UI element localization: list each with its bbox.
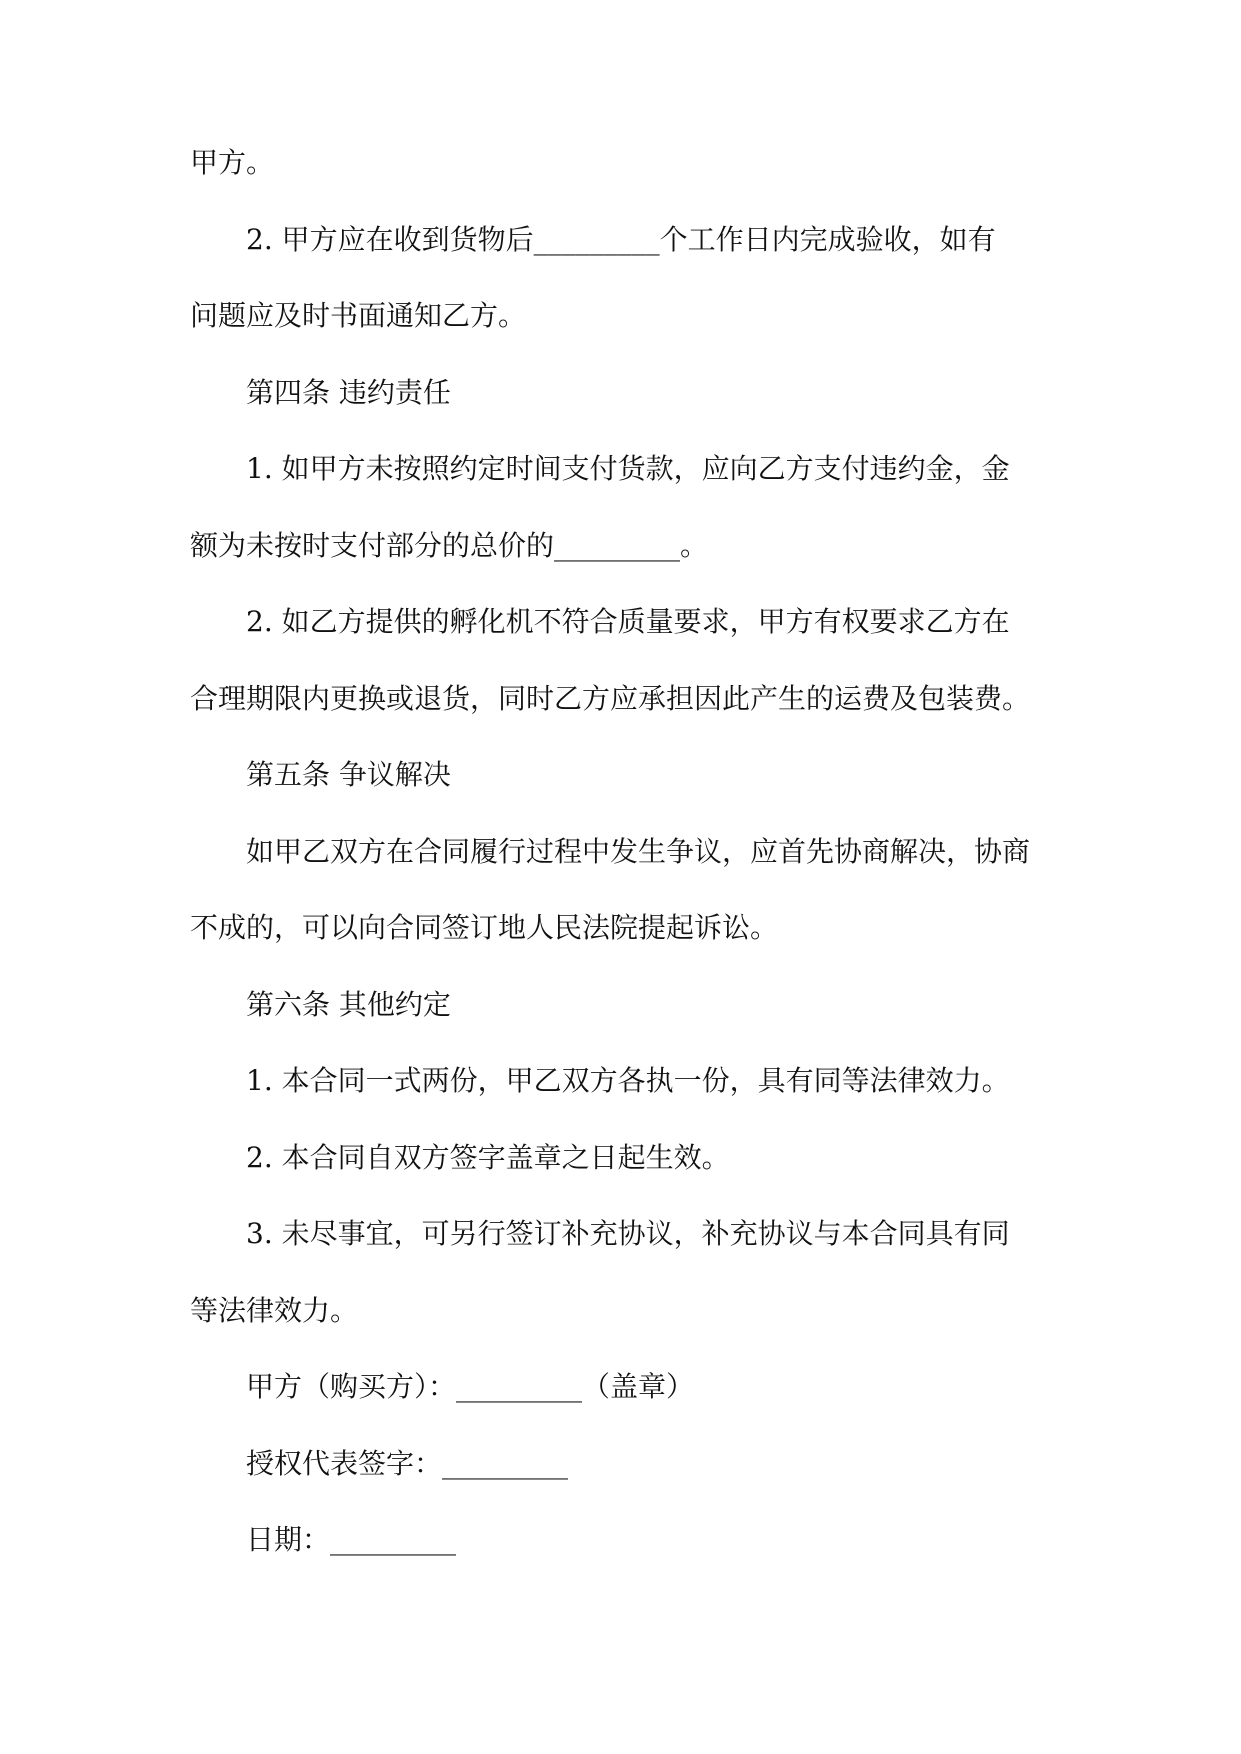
text-line-continuation: 合理期限内更换或退货，同时乙方应承担因此产生的运费及包装费。 xyxy=(190,681,1031,715)
signature-date: 日期：_________ xyxy=(246,1523,457,1556)
signature-party-a: 甲方（购买方）：_________（盖章） xyxy=(246,1370,695,1403)
text-line-continuation: 等法律效力。 xyxy=(190,1293,359,1327)
text-line-continuation: 额为未按时支付部分的总价的_________。 xyxy=(190,528,709,562)
clause-item-effective: 2. 本合同自双方签字盖章之日起生效。 xyxy=(246,1140,730,1174)
clause-item-copies: 1. 本合同一式两份，甲乙双方各执一份，具有同等法律效力。 xyxy=(246,1064,1010,1097)
clause-item-acceptance: 2. 甲方应在收到货物后_________个工作日内完成验收，如有 xyxy=(246,222,996,256)
text-line-continuation: 甲方。 xyxy=(190,146,275,179)
article-heading-other: 第六条 其他约定 xyxy=(246,987,451,1021)
text-line-continuation: 不成的，可以向合同签订地人民法院提起诉讼。 xyxy=(190,911,779,944)
article-heading-breach: 第四条 违约责任 xyxy=(246,375,451,409)
clause-dispute-resolution: 如甲乙双方在合同履行过程中发生争议，应首先协商解决，协商 xyxy=(246,834,1031,868)
signature-representative: 授权代表签字：_________ xyxy=(246,1446,569,1480)
text-line-continuation: 问题应及时书面通知乙方。 xyxy=(190,299,527,332)
document-body xyxy=(190,144,1050,1598)
clause-item-quality: 2. 如乙方提供的孵化机不符合质量要求，甲方有权要求乙方在 xyxy=(246,605,1010,638)
clause-item-supplementary: 3. 未尽事宜，可另行签订补充协议，补充协议与本合同具有同 xyxy=(246,1217,1010,1250)
clause-item-late-payment: 1. 如甲方未按照约定时间支付货款，应向乙方支付违约金，金 xyxy=(246,452,1010,485)
article-heading-dispute: 第五条 争议解决 xyxy=(246,758,451,791)
